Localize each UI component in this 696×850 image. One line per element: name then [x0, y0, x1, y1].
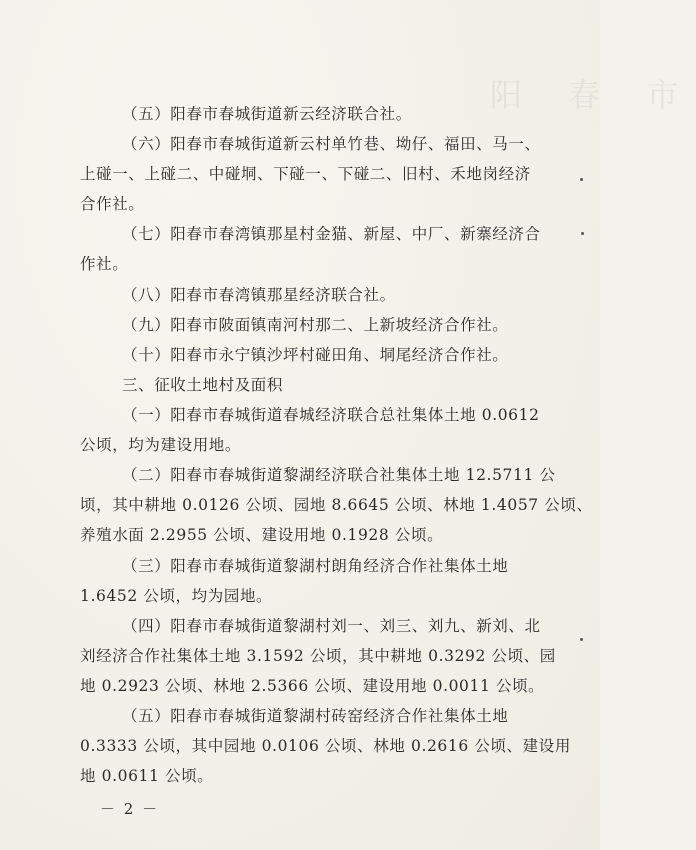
text-line: 作社。 — [80, 255, 129, 273]
text-line: 0.3333 公顷，其中园地 0.0106 公顷、林地 0.2616 公顷、建设用 — [80, 737, 571, 755]
section-heading: 三、征收土地村及面积 — [122, 376, 284, 394]
text-line: 顷，其中耕地 0.0126 公顷、园地 8.6645 公顷、林地 1.4057 公顷、 — [80, 496, 593, 514]
text-line: （二）阳春市春城街道黎湖经济联合社集体土地 12.5711 公 — [122, 466, 556, 484]
text-line: 公顷，均为建设用地。 — [80, 436, 242, 454]
text-line: 刘经济合作社集体土地 3.1592 公顷，其中耕地 0.3292 公顷、园 — [80, 647, 556, 665]
scan-speck — [580, 178, 583, 181]
text-line: （九）阳春市陂面镇南河村那二、上新坡经济合作社。 — [122, 316, 509, 334]
text-line: （五）阳春市春城街道黎湖村砖窑经济合作社集体土地 — [122, 707, 509, 725]
text-line: 上碰一、上碰二、中碰垌、下碰一、下碰二、旧村、禾地岗经济 — [80, 165, 531, 183]
text-line: （五）阳春市春城街道新云经济联合社。 — [122, 105, 412, 123]
scan-speck — [580, 638, 583, 641]
text-line: 养殖水面 2.2955 公顷、建设用地 0.1928 公顷。 — [80, 526, 444, 544]
text-line: （八）阳春市春湾镇那星经济联合社。 — [122, 286, 396, 304]
text-line: （三）阳春市春城街道黎湖村朗角经济合作社集体土地 — [122, 557, 509, 575]
text-line: 合作社。 — [80, 195, 145, 213]
text-line: 1.6452 公顷，均为园地。 — [80, 587, 273, 605]
scan-speck — [581, 232, 584, 235]
text-line: （六）阳春市春城街道新云村单竹巷、坳仔、福田、马一、 — [122, 135, 541, 153]
text-line: （七）阳春市春湾镇那星村金猫、新屋、中厂、新寨经济合 — [122, 225, 541, 243]
text-line: 地 0.0611 公顷。 — [80, 767, 214, 785]
text-line: 地 0.2923 公顷、林地 2.5366 公顷、建设用地 0.0011 公顷。 — [80, 677, 545, 695]
page-number: － 2 － — [100, 800, 160, 818]
watermark: 阳 春 市 — [490, 76, 696, 114]
text-line: （一）阳春市春城街道春城经济联合总社集体土地 0.0612 — [122, 406, 540, 424]
text-line: （十）阳春市永宁镇沙坪村碰田角、垌尾经济合作社。 — [122, 346, 509, 364]
text-line: （四）阳春市春城街道黎湖村刘一、刘三、刘九、新刘、北 — [122, 617, 541, 635]
